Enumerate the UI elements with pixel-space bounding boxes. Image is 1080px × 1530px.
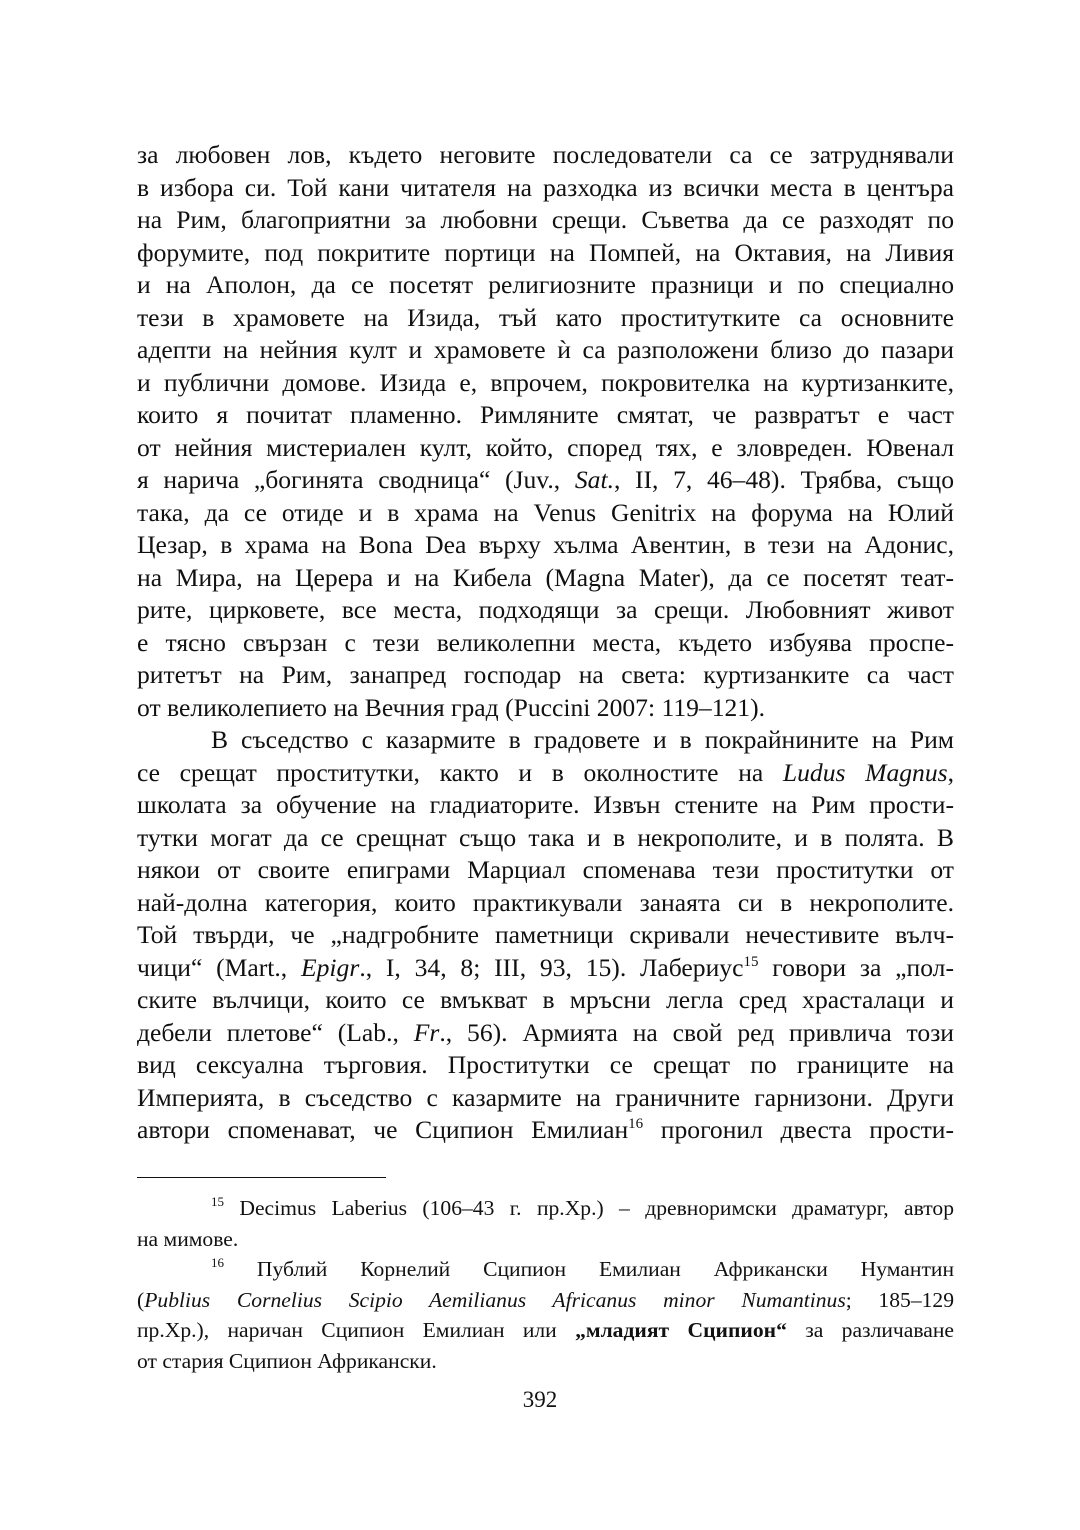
text-line bbox=[137, 464, 954, 497]
text-run: чици“ (Mart., bbox=[137, 952, 301, 982]
text-run: Decimus Laberius (106–43 г. пр.Хр.) – древноримски драматург, автор bbox=[224, 1196, 954, 1220]
footnote-line: на мимове. bbox=[137, 1226, 239, 1251]
text-run: автори споменават, че Сципион Емилиан bbox=[137, 1115, 629, 1144]
text-run: пр.Хр.), наричан Сципион Емилиан или bbox=[137, 1318, 576, 1343]
text-run: Публий Корнелий Сципион Емилиан Африкански Нумантин bbox=[224, 1257, 954, 1282]
latin-term-italic: Ludus Magnus bbox=[782, 757, 948, 787]
text-line bbox=[137, 1017, 954, 1050]
main-text bbox=[137, 139, 954, 1147]
text-line: адепти на нейния култ и храмовете ѝ са разположени близо до пазари bbox=[137, 335, 954, 364]
footnote-line bbox=[137, 1285, 954, 1316]
footnote-number: 16 bbox=[211, 1255, 224, 1271]
text-line: така, да се отиде и в храма на Venus Genitrix на форума на Юлий bbox=[137, 497, 954, 527]
text-run: се срещат проститутки, както и в околностите на bbox=[137, 757, 783, 787]
text-line bbox=[137, 952, 954, 985]
footnote-line bbox=[137, 1254, 954, 1285]
text-run: ., 56). Армията на свой ред привлича този bbox=[439, 1017, 955, 1047]
paragraph-2 bbox=[137, 724, 954, 1147]
text-run: говори за „пол- bbox=[758, 952, 954, 982]
text-line: школата за обучение на гладиаторите. Извън стените на Рим прости- bbox=[137, 790, 954, 819]
footnote-15 bbox=[137, 1193, 954, 1254]
text-line: тутки могат да се срещнат също така и в некрополите, и в полята. В bbox=[137, 822, 954, 852]
text-line: и на Аполон, да се посетят религиозните празници и по специално bbox=[137, 270, 954, 299]
text-line: на Рим, благоприятни за любовни срещи. Съветва да се разходят по bbox=[137, 205, 954, 234]
text-line bbox=[137, 1114, 954, 1147]
citation-italic: Epigr bbox=[301, 952, 360, 982]
text-line: от нейния мистериален култ, който, според тях, е зловреден. Ювенал bbox=[137, 432, 954, 462]
text-line: Империята, в съседство с казармите на граничните гарнизони. Други bbox=[137, 1082, 954, 1112]
footnote-16 bbox=[137, 1254, 954, 1376]
text-line: тези в храмовете на Изида, тъй като проститутките са основните bbox=[137, 302, 954, 332]
text-line: и публични домове. Изида е, впрочем, покровителка на куртизанките, bbox=[137, 367, 954, 397]
text-line: които я почитат пламенно. Римляните смятат, че развратът е част bbox=[137, 400, 954, 429]
text-line: на Мира, на Церера и на Кибела (Magna Mater), да се посетят теат- bbox=[137, 562, 954, 592]
text-line: някои от своите епиграми Марциал споменава тези проститутки от bbox=[137, 855, 954, 884]
text-line: В съседство с казармите в градовете и в покрайнините на Рим bbox=[211, 725, 954, 754]
text-line: вид сексуална търговия. Проститутки се срещат по границите на bbox=[137, 1050, 954, 1079]
text-line: в избора си. Той кани читателя на разходка из всички места в центъра bbox=[137, 172, 954, 202]
text-run: , II, 7, 46–48). Трябва, също bbox=[613, 465, 954, 494]
text-line: Цезар, в храма на Bona Dea върху хълма Авентин, в тези на Адонис, bbox=[137, 530, 954, 559]
paragraph-1 bbox=[137, 139, 954, 724]
footnote-number: 15 bbox=[211, 1194, 224, 1209]
bold-phrase: „младият Сципион“ bbox=[575, 1318, 787, 1343]
text-line: ритетът на Рим, занапред господар на света: куртизанките са част bbox=[137, 660, 954, 689]
footnote-divider bbox=[137, 1177, 386, 1178]
text-run: прогонил двеста прости- bbox=[643, 1115, 954, 1144]
text-run: дебели плетове“ (Lab., bbox=[137, 1017, 414, 1047]
page-number: 392 bbox=[522, 1387, 558, 1412]
citation-italic: Sat. bbox=[574, 465, 614, 494]
footnote-line: от стария Сципион Африкански. bbox=[137, 1348, 437, 1373]
footnote-line bbox=[137, 1193, 954, 1224]
text-run: , bbox=[947, 757, 954, 787]
latin-name-italic: Publius Cornelius Scipio Aemilianus Africanus minor Numantinus bbox=[144, 1287, 846, 1312]
text-run: ( bbox=[137, 1287, 145, 1312]
text-run: за различаване bbox=[786, 1318, 954, 1343]
text-run: ., I, 34, 8; III, 93, 15). Лабериус bbox=[359, 952, 744, 982]
footnote-ref-15[interactable]: 15 bbox=[743, 953, 759, 970]
text-run: ; 185–129 bbox=[845, 1287, 955, 1312]
footnote-line bbox=[137, 1315, 954, 1346]
text-line: за любовен лов, където неговите последователи са се затруднявали bbox=[137, 140, 954, 169]
text-line: ските вълчици, които се вмъкват в мръсни легла сред храсталаци и bbox=[137, 985, 954, 1014]
text-run: я нарича „богинята сводница“ (Juv., bbox=[137, 465, 575, 494]
citation-italic: Fr bbox=[413, 1017, 440, 1047]
text-line: най-долна категория, които практикували занаята си в некрополите. bbox=[137, 887, 954, 917]
text-line bbox=[137, 757, 954, 790]
text-line: форумите, под покритите портици на Помпей, на Октавия, на Ливия bbox=[137, 237, 954, 267]
text-line: Той твърди, че „надгробните паметници скривали нечестивите вълч- bbox=[137, 920, 954, 949]
text-line: от великолепието на Вечния град (Puccini 2007: 119–121). bbox=[137, 692, 766, 722]
text-line: е тясно свързан с тези великолепни места, където избуява проспе- bbox=[137, 627, 954, 657]
footnotes bbox=[137, 1193, 954, 1377]
footnote-ref-16[interactable]: 16 bbox=[628, 1116, 644, 1132]
text-line: рите, цирковете, все места, подходящи за срещи. Любовният живот bbox=[137, 595, 954, 624]
